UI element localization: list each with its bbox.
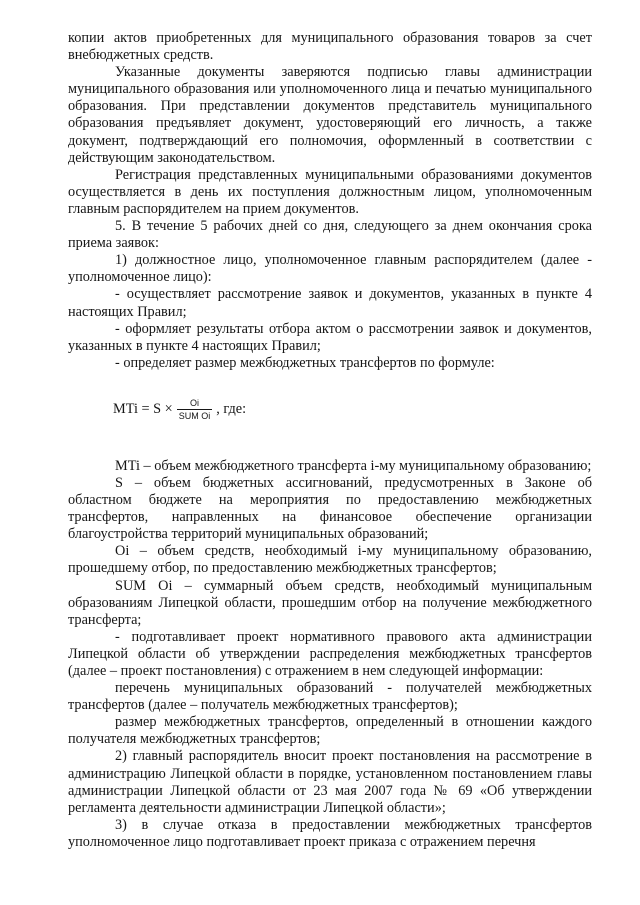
formula-lhs: MTi = S × — [113, 401, 173, 418]
paragraph-draft-act: - подготавливает проект нормативного правового акта администрации Липецкой области об утверждении распределения межбюджетных трансфертов (далее – проект постановления) с отражением в нем следующей информации: — [68, 628, 592, 679]
paragraph-def-oi: Oi – объем средств, необходимый i-му муниципальному образованию, прошедшему отбор, по предоставлению межбюджетных трансфертов; — [68, 543, 592, 577]
paragraph-recipients-list: перечень муниципальных образований - получателей межбюджетных трансфертов (далее – получатель межбюджетных трансфертов); — [68, 680, 592, 714]
paragraph-item-5-2: 2) главный распорядитель вносит проект постановления на рассмотрение в администрацию Липецкой области в порядке, установленном постановлением главы администрации Липецкой области от 23 мая 2007 года № 69 «Об утверждении регламента деятельности администрации Липецкой области»; — [68, 748, 592, 816]
transfer-formula — [68, 390, 592, 430]
paragraph-review-bullet: - осуществляет рассмотрение заявок и документов, указанных в пункте 4 настоящих Правил; — [68, 286, 592, 320]
paragraph-def-sum-oi: SUM Oi – суммарный объем средств, необходимый муниципальным образованиям Липецкой области, прошедшим отбор на получение межбюджетного трансферта; — [68, 577, 592, 628]
paragraph-registration: Регистрация представленных муниципальными образованиями документов осуществляется в день их поступления должностным лицом, уполномоченным главным распорядителем на прием документов. — [68, 166, 592, 217]
formula-rhs: , где: — [216, 401, 247, 418]
formula-denominator: SUM Oi — [178, 411, 211, 422]
paragraph-results-bullet: - оформляет результаты отбора актом о рассмотрении заявок и документов, указанных в пункте 4 настоящих Правил; — [68, 320, 592, 354]
paragraph-certification: Указанные документы заверяются подписью главы администрации муниципального образования или уполномоченного лица и печатью муниципального образования. При представлении документов представитель муниципального образования предъявляет документ, удостоверяющий его личность, а также документ, подтверждающий его полномочия, оформленный в соответствии с действующим законодательством. — [68, 64, 592, 166]
paragraph-transfer-size: размер межбюджетных трансфертов, определенный в отношении каждого получателя межбюджетных трансфертов; — [68, 714, 592, 748]
paragraph-continuation: копии актов приобретенных для муниципального образования товаров за счет внебюджетных средств. — [68, 30, 592, 64]
paragraph-item-5-1: 1) должностное лицо, уполномоченное главным распорядителем (далее - уполномоченное лицо): — [68, 252, 592, 286]
document-body — [68, 30, 592, 851]
paragraph-def-mti: MTi – объем межбюджетного трансферта i-му муниципальному образованию; — [115, 457, 592, 474]
paragraph-def-s: S – объем бюджетных ассигнований, предусмотренных в Законе об областном бюджете на мероприятия по предоставлению межбюджетных трансфертов, направленных на финансовое обеспечение организации благоустройства территорий муниципальных образований; — [68, 474, 592, 543]
paragraph-item-5-3: 3) в случае отказа в предоставлении межбюджетных трансфертов уполномоченное лицо подготавливает проект приказа с отражением перечня — [68, 816, 592, 850]
paragraph-formula-intro: - определяет размер межбюджетных трансфертов по формуле: — [115, 354, 495, 371]
formula-numerator: Oi — [189, 398, 199, 409]
paragraph-item-5: 5. В течение 5 рабочих дней со дня, следующего за днем окончания срока приема заявок: — [68, 218, 592, 252]
formula-fraction — [177, 398, 213, 421]
